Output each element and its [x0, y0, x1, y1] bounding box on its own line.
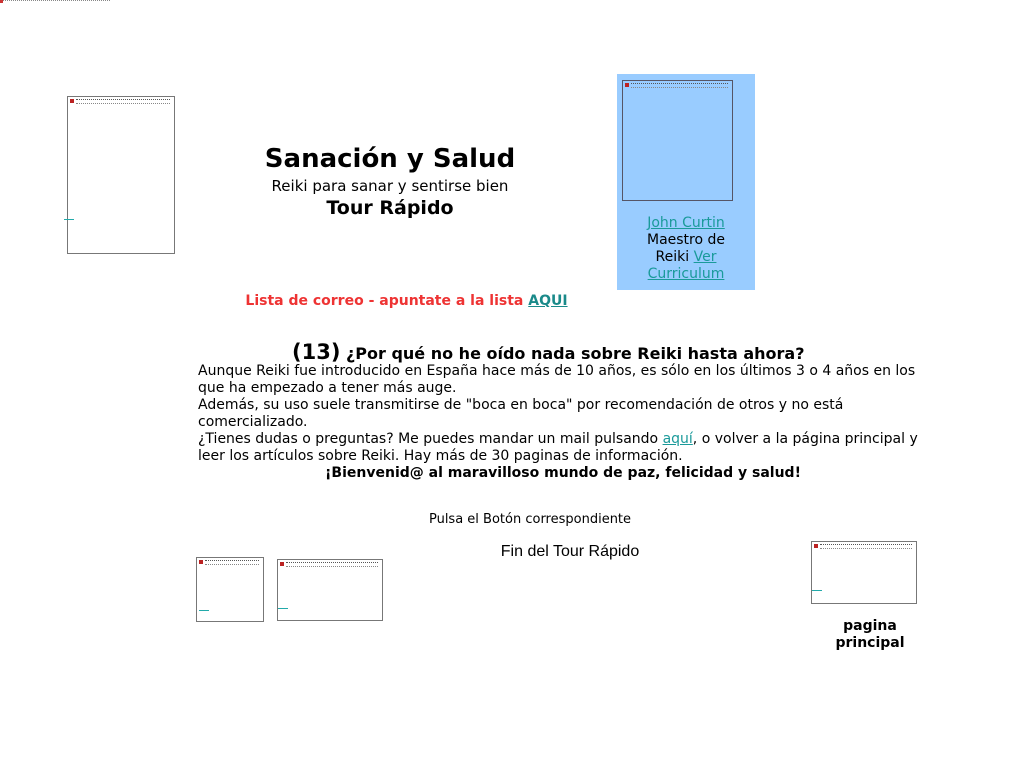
alt-text [76, 99, 170, 104]
question-heading [292, 340, 805, 364]
paragraph-3 [198, 431, 928, 465]
image-link-underline[interactable] [278, 608, 288, 609]
mailing-list-link[interactable]: AQUI [528, 293, 568, 309]
alt-text [820, 544, 912, 549]
image-link-underline[interactable] [812, 590, 822, 591]
alt-text [286, 562, 378, 567]
author-info [617, 215, 755, 283]
paragraph-2: Además, su uso suele transmitirse de "boca en boca" por recomendación de otros y no está comercializado. [198, 397, 844, 430]
cv-link-2[interactable]: Curriculum [647, 266, 725, 282]
broken-image-icon [70, 99, 74, 103]
question-number: (13) [292, 340, 341, 364]
home-label[interactable] [820, 618, 920, 652]
left-banner-image[interactable] [67, 96, 175, 254]
home-label-line-1: pagina [843, 618, 897, 634]
image-link-underline[interactable] [64, 219, 74, 220]
broken-image-icon [0, 0, 3, 3]
mailing-list-text: Lista de correo - apuntate a la lista [245, 293, 529, 309]
author-photo [622, 80, 733, 201]
section-title: Tour Rápido [326, 197, 454, 219]
page-header [230, 142, 550, 220]
paragraph-3-start: ¿Tienes dudas o preguntas? Me puedes mandar un mail pulsando [198, 431, 663, 447]
author-sidebar [617, 74, 755, 290]
broken-image-icon [199, 560, 203, 564]
broken-image-icon [625, 83, 629, 87]
broken-image-icon [280, 562, 284, 566]
site-title: Sanación y Salud [264, 144, 516, 174]
broken-image-icon [814, 544, 818, 548]
alt-text [631, 83, 728, 88]
site-subtitle: Reiki para sanar y sentirse bien [271, 177, 509, 195]
alt-text [205, 560, 259, 565]
end-of-tour-label: Fin del Tour Rápido [500, 543, 640, 560]
mailing-list [200, 293, 613, 309]
cv-link[interactable]: Ver [693, 249, 717, 265]
paragraph-3-end: , o volver a la página principal y leer los artículos sobre Reiki. Hay más de 30 paginas de información. [198, 431, 918, 464]
instruction-text: Pulsa el Botón correspondiente [428, 512, 632, 527]
home-label-line-2: principal [835, 635, 905, 651]
prev-button-image[interactable] [196, 557, 264, 622]
paragraph-1: Aunque Reiki fue introducido en España hace más de 10 años, es sólo en los últimos 3 o 4 años en los que ha empezado a tener más auge. [198, 363, 916, 396]
author-role-2: Reiki [655, 249, 694, 265]
image-link-underline[interactable] [199, 610, 209, 611]
question-text: ¿Por qué no he oído nada sobre Reiki hasta ahora? [340, 344, 805, 363]
welcome-message: ¡Bienvenid@ al maravilloso mundo de paz, felicidad y salud! [325, 465, 801, 481]
home-button-image[interactable] [811, 541, 917, 604]
author-role: Maestro de [646, 232, 726, 248]
author-link[interactable]: John Curtin [647, 215, 725, 231]
top-broken-image-strip [0, 0, 110, 3]
article-body [198, 363, 928, 482]
next-button-image[interactable] [277, 559, 383, 621]
email-link[interactable]: aquí [662, 431, 693, 447]
